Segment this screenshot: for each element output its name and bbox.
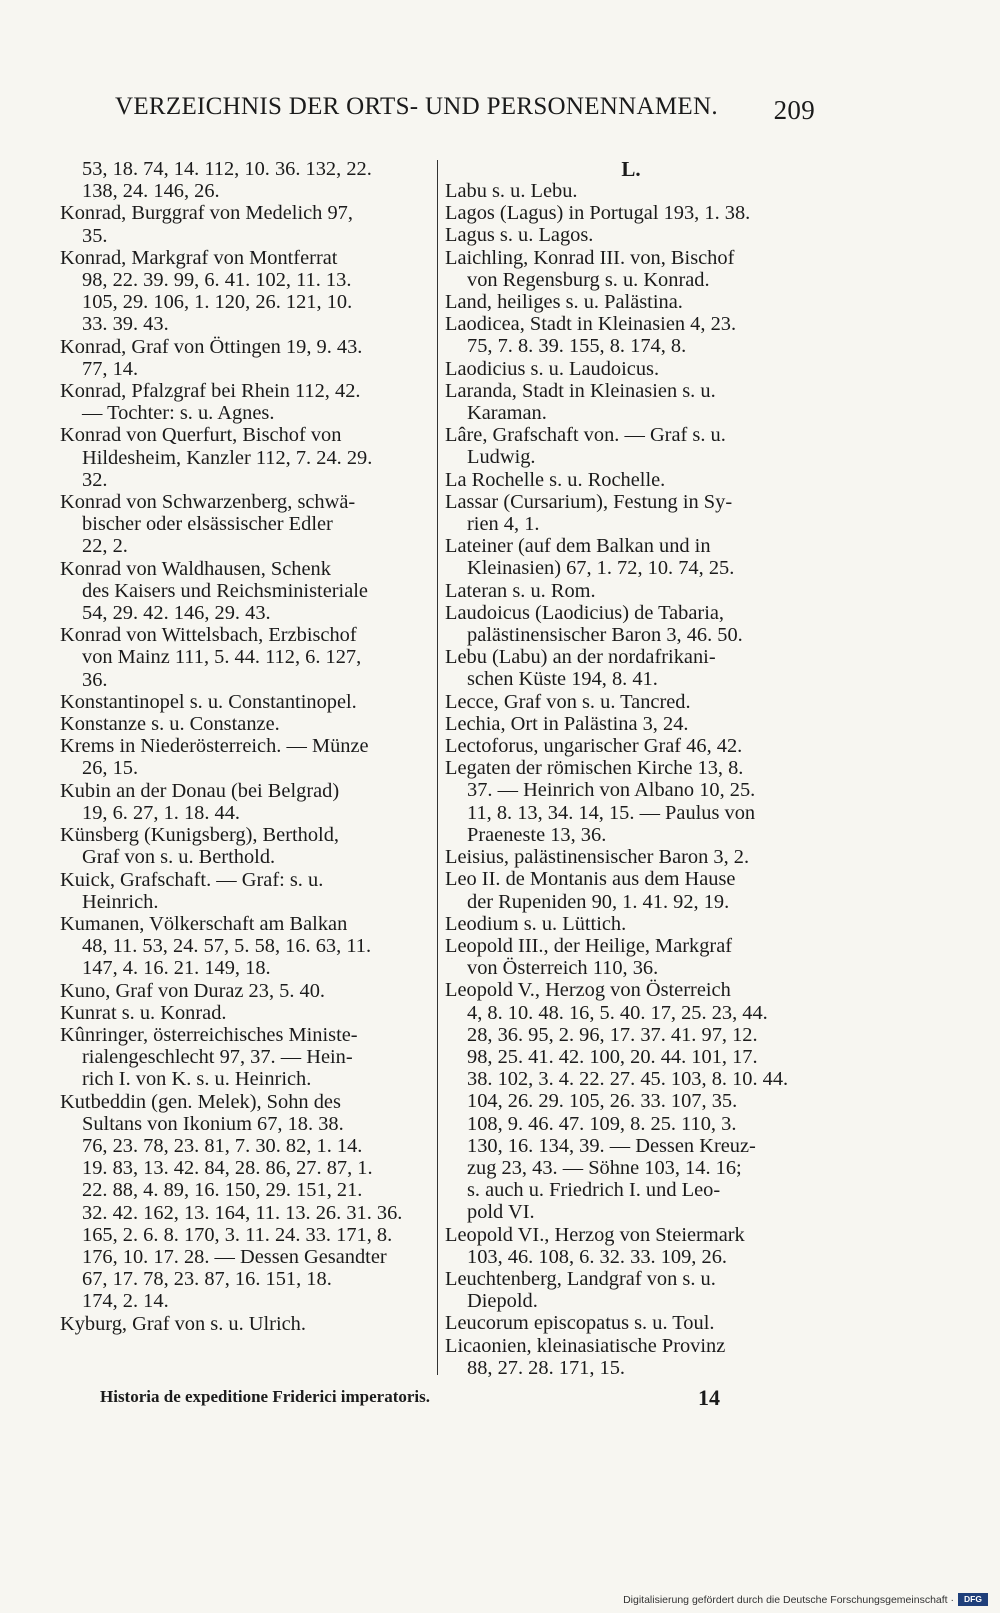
- index-entry-line: Hildesheim, Kanzler 112, 7. 24. 29.: [82, 446, 373, 469]
- index-entry: [445, 1224, 817, 1268]
- index-entry-line: 105, 29. 106, 1. 120, 26. 121, 10.: [82, 291, 353, 314]
- index-entry-line: 22, 2.: [82, 535, 128, 558]
- running-title: VERZEICHNIS DER ORTS- UND PERSONENNAMEN.: [115, 93, 718, 120]
- index-entry-line: bischer oder elsässischer Edler: [82, 513, 333, 536]
- index-entry-line: 19, 6. 27, 1. 18. 44.: [82, 801, 241, 824]
- index-entry-line: 176, 10. 17. 28. — Dessen Gesandter: [82, 1245, 387, 1268]
- index-entry-line: Kuick, Grafschaft. — Graf: s. u.: [60, 868, 324, 891]
- index-entry: [60, 780, 425, 824]
- index-entry-line: Laodicea, Stadt in Kleinasien 4, 23.: [445, 313, 737, 336]
- index-entry-line: Legaten der römischen Kirche 13, 8.: [445, 757, 744, 780]
- index-entry-line: Konrad, Markgraf von Montferrat: [60, 246, 338, 269]
- index-entry: [60, 869, 425, 913]
- index-entry-line: Licaonien, kleinasiatische Provinz: [445, 1334, 726, 1357]
- index-entry: [60, 735, 425, 779]
- index-entry: [445, 202, 817, 224]
- index-entry-line: Laodicius s. u. Laudoicus.: [445, 357, 660, 380]
- index-entry-line: Konstantinopel s. u. Constantinopel.: [60, 690, 357, 713]
- column-divider: [437, 160, 438, 1375]
- index-entry-line: 98, 22. 39. 99, 6. 41. 102, 11. 13.: [82, 269, 352, 292]
- index-entry-line: 48, 11. 53, 24. 57, 5. 58, 16. 63, 11.: [82, 935, 372, 958]
- index-entry-line: 22. 88, 4. 89, 16. 150, 29. 151, 21.: [82, 1179, 363, 1202]
- dfg-logo-icon: DFG: [958, 1593, 988, 1606]
- index-entry-line: Ludwig.: [467, 446, 536, 469]
- index-entry-line: 4, 8. 10. 48. 16, 5. 40. 17, 25. 23, 44.: [467, 1001, 768, 1024]
- index-entry-line: Lagus s. u. Lagos.: [445, 224, 594, 247]
- index-entry-line: Kuno, Graf von Duraz 23, 5. 40.: [60, 979, 326, 1002]
- index-entry-line: Lateiner (auf dem Balkan und in: [445, 535, 711, 558]
- index-entry-line: Leisius, palästinensischer Baron 3, 2.: [445, 846, 750, 869]
- index-entry-line: Kubin an der Donau (bei Belgrad): [60, 779, 340, 802]
- index-entry-line: Konrad von Waldhausen, Schenk: [60, 557, 331, 580]
- index-entry-line: 54, 29. 42. 146, 29. 43.: [82, 602, 271, 625]
- index-entry-line: Konrad von Querfurt, Bischof von: [60, 424, 342, 447]
- index-entry: [445, 913, 817, 935]
- index-entry-line: Leopold III., der Heilige, Markgraf: [445, 934, 733, 957]
- index-entry: [445, 224, 817, 246]
- index-entry: [60, 1002, 425, 1024]
- index-entry-line: Praeneste 13, 36.: [467, 823, 607, 846]
- index-entry-line: Diepold.: [467, 1290, 538, 1313]
- index-entry-line: 174, 2. 14.: [82, 1290, 169, 1313]
- index-column-right: [445, 158, 817, 1379]
- index-entry-line: 104, 26. 29. 105, 26. 33. 107, 35.: [467, 1090, 738, 1113]
- index-entry-line: Kunrat s. u. Konrad.: [60, 1001, 227, 1024]
- index-entry-line: Kyburg, Graf von s. u. Ulrich.: [60, 1312, 306, 1335]
- index-entry-line: 19. 83, 13. 42. 84, 28. 86, 27. 87, 1.: [82, 1157, 373, 1180]
- index-entry: [445, 691, 817, 713]
- index-entry: [60, 202, 425, 246]
- index-entry: [60, 824, 425, 868]
- index-entry-line: 76, 23. 78, 23. 81, 7. 30. 82, 1. 14.: [82, 1134, 363, 1157]
- section-letter: L.: [621, 157, 641, 181]
- index-entry: [445, 491, 817, 535]
- index-entry-line: 75, 7. 8. 39. 155, 8. 174, 8.: [467, 335, 687, 358]
- index-entry: [60, 158, 425, 202]
- index-entry: [60, 491, 425, 558]
- index-entry-line: rich I. von K. s. u. Heinrich.: [82, 1068, 312, 1091]
- index-entry: [60, 713, 425, 735]
- index-entry-line: 28, 36. 95, 2. 96, 17. 37. 41. 97, 12.: [467, 1023, 758, 1046]
- index-entry: [445, 646, 817, 690]
- index-entry-line: Konrad, Pfalzgraf bei Rhein 112, 42.: [60, 380, 361, 403]
- digitization-note: [623, 1593, 988, 1606]
- index-entry-line: 77, 14.: [82, 357, 139, 380]
- index-entry: [445, 535, 817, 579]
- index-entry: [445, 846, 817, 868]
- index-entry: [445, 935, 817, 979]
- index-entry: [60, 380, 425, 424]
- index-entry-line: 103, 46. 108, 6. 32. 33. 109, 26.: [467, 1245, 727, 1268]
- index-entry-line: Leuchtenberg, Landgraf von s. u.: [445, 1267, 716, 1290]
- index-entry-line: 11, 8. 13, 34. 14, 15. — Paulus von: [467, 801, 756, 824]
- index-entry: [60, 913, 425, 980]
- index-entry-line: Konstanze s. u. Constanze.: [60, 713, 280, 736]
- index-entry: [445, 291, 817, 313]
- index-entry-line: Lateran s. u. Rom.: [445, 579, 596, 602]
- index-entry-line: Konrad von Schwarzenberg, schwä-: [60, 491, 356, 514]
- index-column-left: [60, 158, 425, 1335]
- index-entry: [60, 980, 425, 1002]
- index-entry-line: Labu s. u. Lebu.: [445, 180, 578, 202]
- index-entry: [60, 1091, 425, 1313]
- index-entry: [445, 1268, 817, 1312]
- index-entry-line: Kûnringer, österreichisches Ministe-: [60, 1023, 358, 1046]
- index-entry: [60, 336, 425, 380]
- index-entry-line: Konrad, Graf von Öttingen 19, 9. 43.: [60, 335, 363, 358]
- digitization-text: Digitalisierung gefördert durch die Deutsche Forschungsgemeinschaft ·: [623, 1593, 954, 1606]
- index-entry: [60, 691, 425, 713]
- index-entry-line: Graf von s. u. Berthold.: [82, 846, 276, 869]
- index-entry: [445, 180, 817, 202]
- index-entry: [60, 1313, 425, 1335]
- index-entry: [445, 469, 817, 491]
- index-entry-line: pold VI.: [467, 1201, 535, 1224]
- index-entry-line: rien 4, 1.: [467, 513, 540, 536]
- index-entry-line: Karaman.: [467, 402, 547, 425]
- index-entry-line: zug 23, 43. — Söhne 103, 14. 16;: [467, 1156, 742, 1179]
- index-entry: [445, 1312, 817, 1334]
- index-entry-line: 165, 2. 6. 8. 170, 3. 11. 24. 33. 171, 8.: [82, 1223, 393, 1246]
- index-entry: [445, 979, 817, 1223]
- index-entry: [60, 624, 425, 691]
- index-entry-line: 32. 42. 162, 13. 164, 11. 13. 26. 31. 36.: [82, 1201, 403, 1224]
- index-entry-line: 26, 15.: [82, 757, 139, 780]
- index-entry-line: 35.: [82, 224, 108, 247]
- index-entry: [445, 735, 817, 757]
- index-entry-line: palästinensischer Baron 3, 46. 50.: [467, 624, 743, 647]
- index-entry: [445, 424, 817, 468]
- index-entry-line: schen Küste 194, 8. 41.: [467, 668, 658, 691]
- footer-title: Historia de expeditione Friderici imperatoris.: [100, 1387, 431, 1406]
- index-entry-line: 130, 16. 134, 39. — Dessen Kreuz-: [467, 1134, 756, 1157]
- index-entry-line: Konrad, Burggraf von Medelich 97,: [60, 202, 353, 225]
- index-entry: [60, 247, 425, 336]
- index-entry-line: Lechia, Ort in Palästina 3, 24.: [445, 712, 689, 735]
- index-entry: [445, 602, 817, 646]
- index-entry-line: 32.: [82, 468, 108, 491]
- index-entry-line: Heinrich.: [82, 890, 159, 913]
- index-entry-line: La Rochelle s. u. Rochelle.: [445, 468, 666, 491]
- index-entry-line: rialengeschlecht 97, 37. — Hein-: [82, 1046, 353, 1069]
- index-entry-line: Lectoforus, ungarischer Graf 46, 42.: [445, 735, 743, 758]
- page-footer: [100, 1387, 720, 1417]
- index-entry-line: der Rupeniden 90, 1. 41. 92, 19.: [467, 890, 730, 913]
- index-entry-line: 88, 27. 28. 171, 15.: [467, 1356, 626, 1379]
- index-entry-line: — Tochter: s. u. Agnes.: [82, 402, 275, 425]
- page-header: [115, 93, 815, 127]
- index-entry-line: Laranda, Stadt in Kleinasien s. u.: [445, 379, 716, 402]
- index-entry: [60, 1024, 425, 1091]
- index-entry-line: 147, 4. 16. 21. 149, 18.: [82, 957, 271, 980]
- index-entry-line: 98, 25. 41. 42. 100, 20. 44. 101, 17.: [467, 1045, 758, 1068]
- index-entry-line: Lagos (Lagus) in Portugal 193, 1. 38.: [445, 202, 751, 225]
- index-entry-line: 37. — Heinrich von Albano 10, 25.: [467, 779, 756, 802]
- index-entry-line: s. auch u. Friedrich I. und Leo-: [467, 1179, 721, 1202]
- index-entry-line: 33. 39. 43.: [82, 313, 169, 336]
- index-entry-line: Land, heiliges s. u. Palästina.: [445, 291, 683, 314]
- index-entry-line: Leopold VI., Herzog von Steiermark: [445, 1223, 745, 1246]
- index-entry-line: 53, 18. 74, 14. 112, 10. 36. 132, 22.: [82, 158, 372, 180]
- index-entry: [445, 313, 817, 357]
- index-entry: [445, 580, 817, 602]
- index-entry-line: Lassar (Cursarium), Festung in Sy-: [445, 490, 733, 513]
- index-entry-line: von Österreich 110, 36.: [467, 957, 659, 980]
- index-entry-line: 67, 17. 78, 23. 87, 16. 151, 18.: [82, 1268, 332, 1291]
- index-entry-line: von Mainz 111, 5. 44. 112, 6. 127,: [82, 646, 362, 669]
- index-entry: [445, 713, 817, 735]
- index-entry-line: Kutbeddin (gen. Melek), Sohn des: [60, 1090, 341, 1113]
- index-entry-line: Leodium s. u. Lüttich.: [445, 912, 627, 935]
- index-entry: [445, 868, 817, 912]
- index-entry-line: Leopold V., Herzog von Österreich: [445, 979, 731, 1002]
- index-entry-line: Krems in Niederösterreich. — Münze: [60, 735, 369, 758]
- index-entry-line: 108, 9. 46. 47. 109, 8. 25. 110, 3.: [467, 1112, 737, 1135]
- index-entry-line: Lecce, Graf von s. u. Tancred.: [445, 690, 691, 713]
- index-entry-line: 138, 24. 146, 26.: [82, 180, 220, 203]
- index-entry-line: Sultans von Ikonium 67, 18. 38.: [82, 1112, 344, 1135]
- index-entry: [60, 424, 425, 491]
- index-entry-line: 38. 102, 3. 4. 22. 27. 45. 103, 8. 10. 44.: [467, 1068, 789, 1091]
- index-entry-line: Kumanen, Völkerschaft am Balkan: [60, 912, 348, 935]
- signature-mark: 14: [698, 1385, 720, 1410]
- index-entry-line: Lebu (Labu) an der nordafrikani-: [445, 646, 716, 669]
- index-entry-line: Konrad von Wittelsbach, Erzbischof: [60, 624, 357, 647]
- index-entry-line: Lâre, Grafschaft von. — Graf s. u.: [445, 424, 726, 447]
- index-entry-line: Laichling, Konrad III. von, Bischof: [445, 246, 735, 269]
- index-entry-line: Laudoicus (Laodicius) de Tabaria,: [445, 601, 725, 624]
- index-entry: [60, 558, 425, 625]
- index-entry: [445, 358, 817, 380]
- index-entry-line: Kleinasien) 67, 1. 72, 10. 74, 25.: [467, 557, 735, 580]
- index-entry: [445, 1335, 817, 1379]
- index-entry-line: Leo II. de Montanis aus dem Hause: [445, 868, 736, 891]
- index-entry-line: Leucorum episcopatus s. u. Toul.: [445, 1312, 715, 1335]
- index-entries-right: [445, 180, 817, 1379]
- index-entry: [445, 380, 817, 424]
- index-entry-line: Künsberg (Kunigsberg), Berthold,: [60, 824, 340, 847]
- index-entry: [445, 757, 817, 846]
- index-entry-line: von Regensburg s. u. Konrad.: [467, 268, 710, 291]
- index-entry: [445, 247, 817, 291]
- index-entry-line: des Kaisers und Reichsministeriale: [82, 579, 368, 602]
- index-entry-line: 36.: [82, 668, 108, 691]
- page-number: 209: [773, 95, 815, 125]
